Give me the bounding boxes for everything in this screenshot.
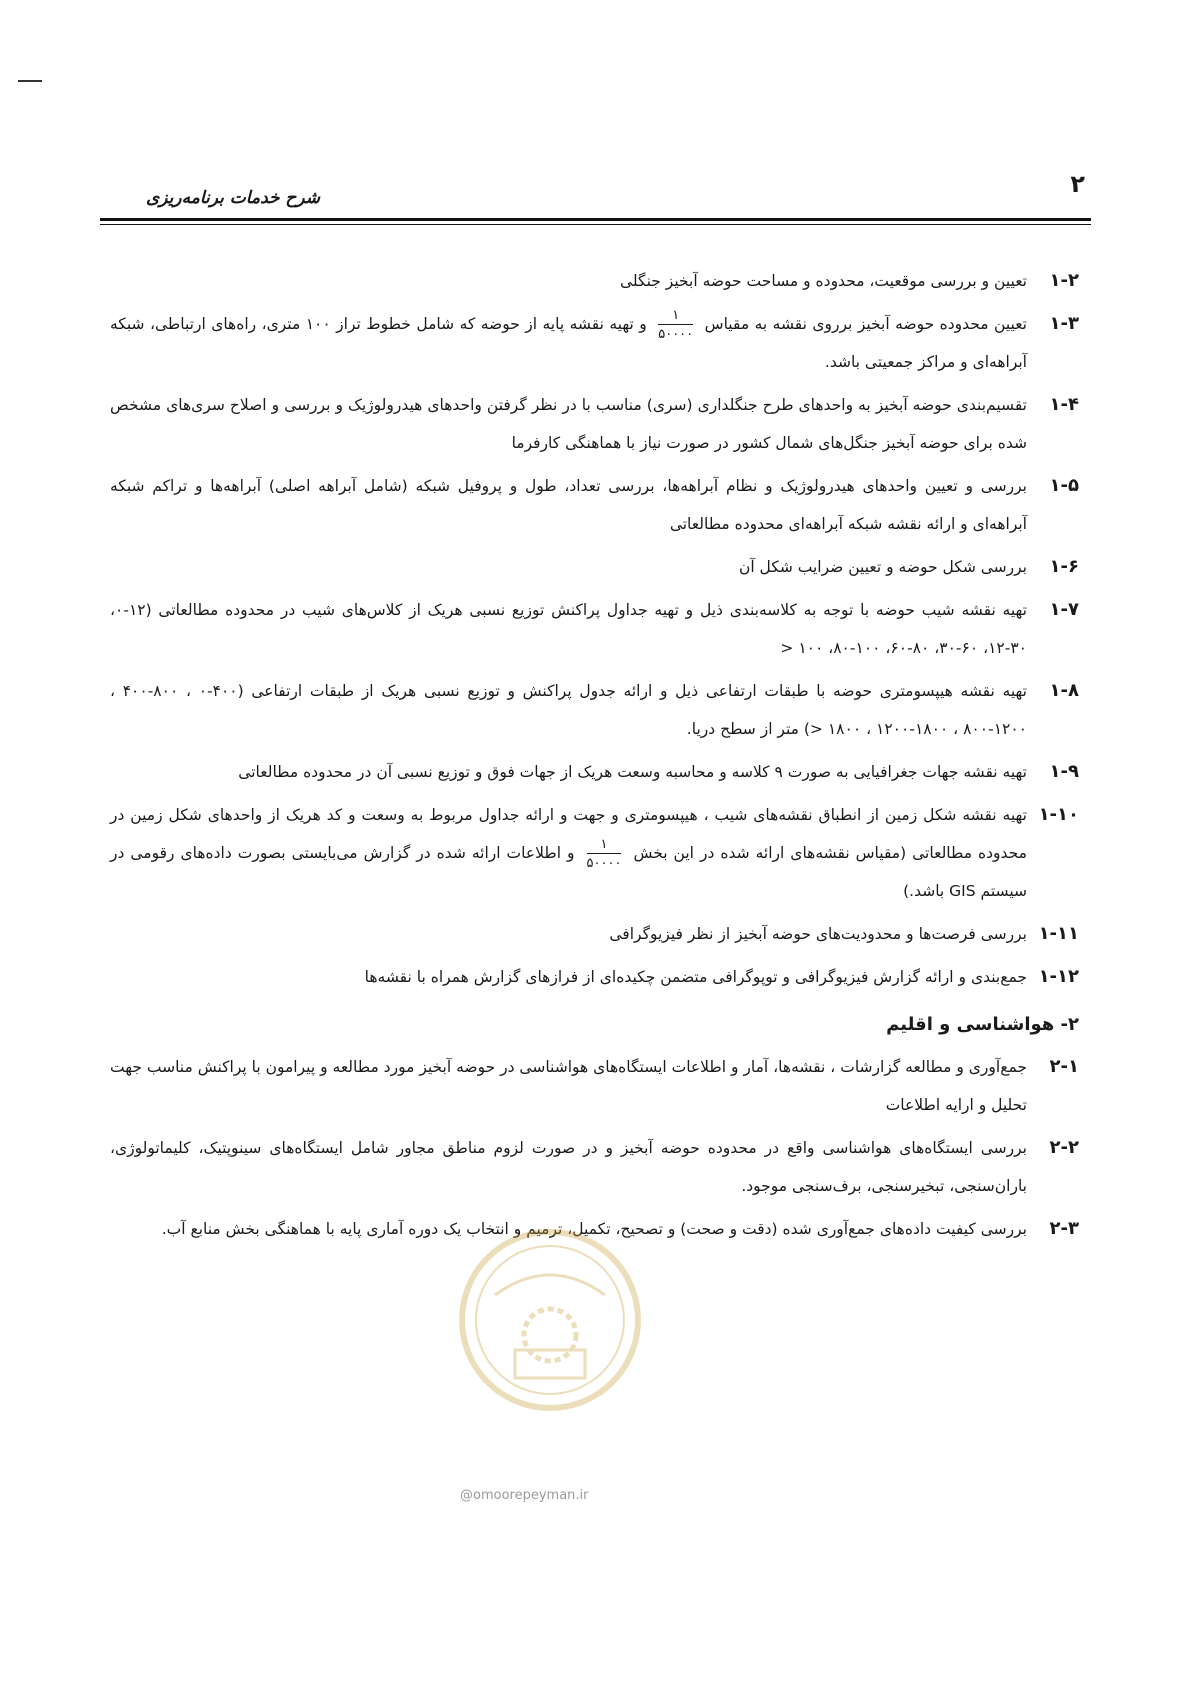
header-rule-thick	[100, 218, 1091, 221]
item-number: ۱-۷	[1049, 599, 1079, 620]
item-text: تقسیم‌بندی حوضه آبخیز به واحدهای طرح جنگلداری (سری) مناسب با در نظر گرفتن واحدهای هیدرولوژیک و بررسی و اصلاح سری‌های مشخص شده برای حوضه آبخیز جنگل‌های شمال کشور در صورت نیاز با هماهنگی کارفرما	[110, 396, 1027, 452]
item-number: ۲-۱	[1049, 1056, 1079, 1077]
item-text: تعیین محدوده حوضه آبخیز برروی نقشه به مقیاس	[704, 315, 1027, 333]
corner-scan-mark	[18, 80, 42, 82]
list-item	[110, 467, 1079, 543]
item-text: جمع‌آوری و مطالعه گزارشات ، نقشه‌ها، آمار و اطلاعات ایستگاه‌های هواشناسی در حوضه آبخیز مورد مطالعه و پیرامون با پراکنش مناسب جهت تحلیل و ارایه اطلاعات	[110, 1058, 1027, 1114]
header-rule-thin	[100, 224, 1091, 225]
item-text: جمع‌بندی و ارائه گزارش فیزیوگرافی و توپوگرافی متضمن چکیده‌ای از فرازهای گزارش همراه با نقشه‌ها	[364, 968, 1027, 986]
item-number: ۲-۲	[1049, 1137, 1079, 1158]
item-text: تهیه نقشه شیب حوضه با توجه به کلاسه‌بندی ذیل و تهیه جداول پراکنش توزیع نسبی هریک از کلاس‌های شیب در محدوده مطالعاتی (۱۲-۰، ۳۰-۱۲، ۶۰-۳۰، ۸۰-۶۰، ۱۰۰-۸۰، ۱۰۰ <	[110, 601, 1027, 657]
item-number: ۱-۱۲	[1038, 966, 1079, 987]
watermark-url: @omoorepeyman.ir	[460, 1488, 589, 1503]
list-item	[110, 958, 1079, 996]
document-body	[110, 262, 1079, 1253]
item-text: تهیه نقشه شکل زمین از انطباق نقشه‌های شیب ، هیپسومتری و جهت و ارائه جداول مربوط به وسعت و کد هریک از واحدهای شکل زمین در محدوده مطالعاتی (مقیاس نقشه‌های ارائه شده در این بخش	[110, 806, 1027, 862]
list-item	[110, 796, 1079, 910]
list-item	[110, 915, 1079, 953]
list-item	[110, 1210, 1079, 1248]
list-item	[110, 1048, 1079, 1124]
page-number: ۲	[1070, 170, 1085, 198]
list-item	[110, 753, 1079, 791]
list-item	[110, 548, 1079, 586]
item-text: بررسی شکل حوضه و تعیین ضرایب شکل آن	[738, 558, 1027, 576]
list-item	[110, 262, 1079, 300]
list-item	[110, 386, 1079, 462]
item-text: و اطلاعات ارائه شده در گزارش می‌بایستی بصورت داده‌های رقومی در سیستم GIS باشد.)	[110, 844, 1027, 900]
item-number: ۱-۵	[1049, 475, 1079, 496]
fraction-denominator: ۵۰۰۰۰	[586, 855, 622, 871]
item-number: ۱-۱۰	[1038, 804, 1079, 825]
running-title: شرح خدمات برنامه‌ریزی	[146, 188, 321, 208]
list-item	[110, 1129, 1079, 1205]
item-number: ۱-۱۱	[1038, 923, 1079, 944]
scale-fraction	[587, 838, 622, 870]
item-number: ۱-۸	[1049, 680, 1079, 701]
item-number: ۱-۲	[1049, 270, 1079, 291]
item-text: تعیین و بررسی موقعیت، محدوده و مساحت حوضه آبخیز جنگلی	[619, 272, 1027, 290]
item-number: ۲-۳	[1049, 1218, 1079, 1239]
item-text: و تهیه نقشه پایه از حوضه که شامل خطوط تراز ۱۰۰ متری، راه‌های ارتباطی، شبکه آبراهه‌ای و مراکز جمعیتی باشد.	[110, 315, 1027, 371]
item-text: تهیه نقشه جهات جغرافیایی به صورت ۹ کلاسه و محاسبه وسعت هریک از جهات فوق و توزیع نسبی آن در محدوده مطالعاتی	[238, 763, 1027, 781]
page-header	[100, 170, 1091, 230]
item-text: بررسی فرصت‌ها و محدودیت‌های حوضه آبخیز از نظر فیزیوگرافی	[609, 925, 1027, 943]
item-text: تهیه نقشه هیپسومتری حوضه با طبقات ارتفاعی ذیل و ارائه جدول پراکنش و توزیع نسبی هریک از طبقات ارتفاعی (۴۰۰-۰ ، ۸۰۰-۴۰۰ ، ۱۲۰۰-۸۰۰ ، ۱۸۰۰-۱۲۰۰ ، ۱۸۰۰ <) متر از سطح دریا.	[110, 682, 1027, 738]
list-item	[110, 305, 1079, 381]
scale-fraction	[658, 309, 693, 341]
section-heading: ۲- هواشناسی و اقلیم	[886, 1014, 1079, 1035]
item-number: ۱-۶	[1049, 556, 1079, 577]
list-item	[110, 672, 1079, 748]
item-text: بررسی ایستگاه‌های هواشناسی واقع در محدوده حوضه آبخیز و در صورت لزوم مناطق مجاور شامل ایستگاه‌های سینوپتیک، کلیماتولوژی، باران‌سنجی، تبخیرسنجی، برف‌سنجی موجود.	[110, 1139, 1027, 1195]
item-text: بررسی کیفیت داده‌های جمع‌آوری شده (دقت و صحت) و تصحیح، تکمیل، ترمیم و انتخاب یک دوره آماری پایه با هماهنگی بخش منابع آب.	[161, 1220, 1027, 1238]
fraction-numerator: ۱	[587, 838, 622, 854]
watermark-logo	[455, 1225, 645, 1415]
item-number: ۱-۳	[1049, 313, 1079, 334]
fraction-denominator: ۵۰۰۰۰	[658, 326, 694, 342]
item-text: بررسی و تعیین واحدهای هیدرولوژیک و نظام آبراهه‌ها، بررسی تعداد، طول و پروفیل شبکه (شامل آبراهه اصلی) آبراهه‌ها و تراکم شبکه آبراهه‌ای و ارائه نقشه شبکه آبراهه‌ای محدوده مطالعاتی	[110, 477, 1027, 533]
item-number: ۱-۴	[1049, 394, 1079, 415]
fraction-numerator: ۱	[658, 309, 693, 325]
item-number: ۱-۹	[1049, 761, 1079, 782]
list-item	[110, 591, 1079, 667]
